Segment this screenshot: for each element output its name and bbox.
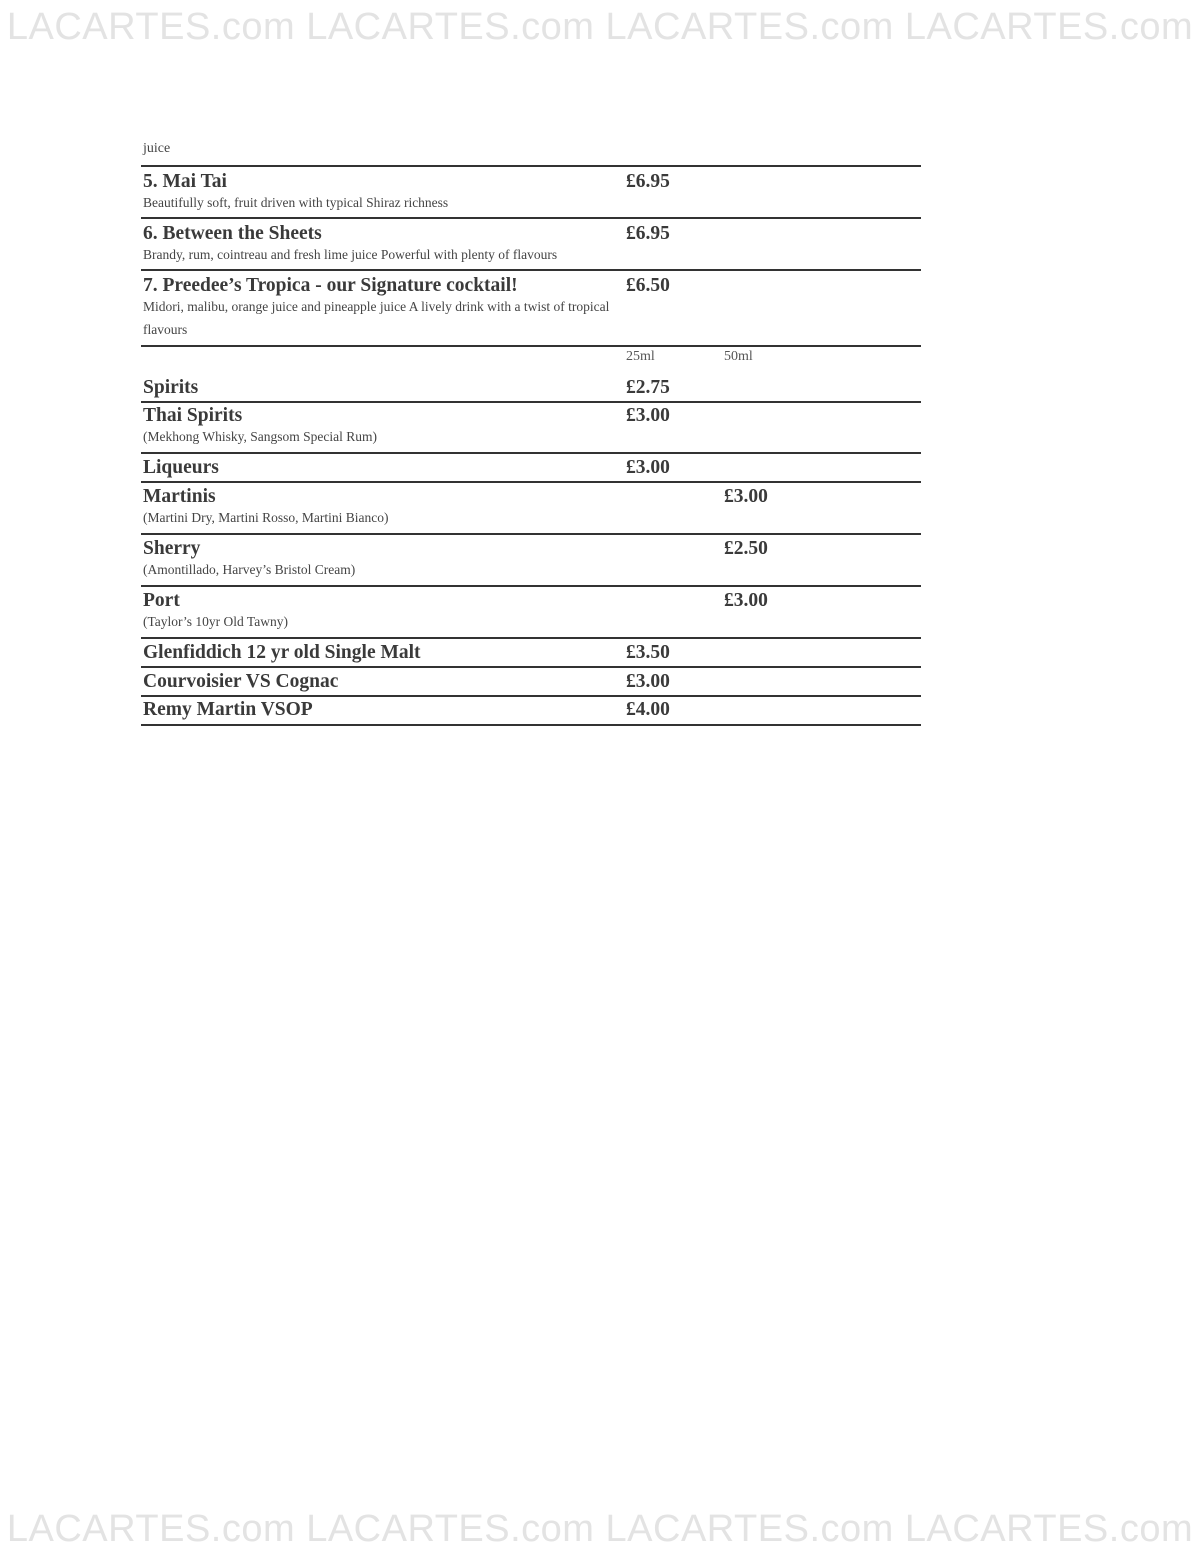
cocktail-item — [141, 271, 921, 346]
price-50ml: £2.50 — [724, 538, 768, 559]
spirit-item — [141, 374, 921, 401]
item-name: Sherry — [143, 538, 201, 559]
spirit-item — [141, 639, 921, 666]
price-25ml: £3.00 — [626, 457, 670, 478]
price-25ml: £3.00 — [626, 671, 670, 692]
item-price: £6.95 — [626, 223, 670, 244]
item-name: Martinis — [143, 486, 216, 507]
price-25ml: £3.50 — [626, 642, 670, 663]
item-description: (Mekhong Whisky, Sangsom Special Rum) — [143, 429, 377, 444]
spirit-item — [141, 587, 921, 638]
item-description: (Taylor’s 10yr Old Tawny) — [143, 614, 288, 629]
item-name: Liqueurs — [143, 457, 219, 478]
spirit-item — [141, 535, 921, 586]
column-header-25ml: 25ml — [626, 349, 655, 364]
item-price: £6.50 — [626, 275, 670, 296]
column-header-50ml: 50ml — [724, 349, 753, 364]
watermark-bottom: LACARTES.com LACARTES.com LACARTES.com LACARTES.com — [6, 1508, 1194, 1550]
spirit-item — [141, 483, 921, 534]
price-25ml: £2.75 — [626, 377, 670, 398]
price-50ml: £3.00 — [724, 590, 768, 611]
item-price: £6.95 — [626, 171, 670, 192]
item-name: Thai Spirits — [143, 405, 243, 426]
continued-text: juice — [143, 141, 171, 156]
item-name: Remy Martin VSOP — [143, 699, 313, 720]
divider — [141, 724, 921, 726]
spirit-item — [141, 454, 921, 481]
item-description: (Martini Dry, Martini Rosso, Martini Bianco) — [143, 510, 389, 525]
price-25ml: £3.00 — [626, 405, 670, 426]
spirit-item — [141, 668, 921, 695]
item-name: Spirits — [143, 377, 199, 398]
item-name: Courvoisier VS Cognac — [143, 671, 339, 692]
item-name: 6. Between the Sheets — [143, 223, 322, 244]
cocktail-item — [141, 219, 921, 270]
price-25ml: £4.00 — [626, 699, 670, 720]
price-50ml: £3.00 — [724, 486, 768, 507]
item-name: 7. Preedee’s Tropica - our Signature cocktail! — [143, 275, 518, 296]
spirit-item — [141, 697, 921, 724]
spirit-item — [141, 403, 921, 452]
divider — [141, 345, 921, 347]
item-name: Port — [143, 590, 180, 611]
watermark-top: LACARTES.com LACARTES.com LACARTES.com LACARTES.com — [6, 6, 1194, 48]
item-description: Midori, malibu, orange juice and pineapple juice A lively drink with a twist of tropical flavours — [143, 299, 610, 337]
item-name: Glenfiddich 12 yr old Single Malt — [143, 642, 421, 663]
item-name: 5. Mai Tai — [143, 171, 227, 192]
item-description: (Amontillado, Harvey’s Bristol Cream) — [143, 562, 356, 577]
cocktail-item — [141, 167, 921, 218]
item-description: Beautifully soft, fruit driven with typical Shiraz richness — [143, 195, 449, 210]
item-description: Brandy, rum, cointreau and fresh lime juice Powerful with plenty of flavours — [143, 247, 558, 262]
